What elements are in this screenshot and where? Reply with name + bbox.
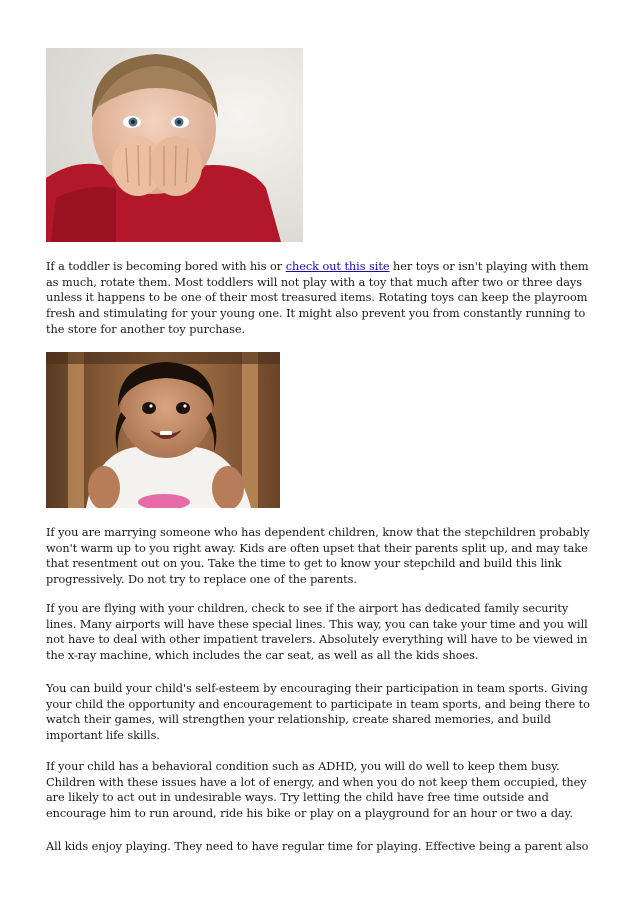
- paragraph-adhd: If your child has a behavioral condition such as ADHD, you will do well to keep them busy. Children with these issues have a lot of energy, and when you do not keep them occupied, they are likely to act out in undesirable ways. Try letting the child have free time outside and encourage him to run around, ride his bike or play on a playground for an hour or two a day.: [46, 760, 587, 821]
- paragraph-playing: All kids enjoy playing. They need to have regular time for playing. Effective being a parent also: [46, 840, 589, 853]
- paragraph-text: If a toddler is becoming bored with his or: [46, 260, 286, 273]
- check-out-this-site-link[interactable]: check out this site: [285, 260, 390, 273]
- smiling-baby-photo: [46, 352, 280, 508]
- paragraph-airport-security: If you are flying with your children, check to see if the airport has dedicated family security lines. Many airports will have these special lines. This way, you can take your time and you will not have to deal with other impatient travelers. Absolutely everything will have to be viewed in the x-ray machine, which includes the car seat, as well as all the kids shoes.: [46, 602, 588, 663]
- paragraph-text: her toys or isn't playing with them as much, rotate them. Most toddlers will not play with a toy that much after two or three days unless it happens to be one of their most treasured items. Rotating toys can keep the playroom fresh and stimulating for your young one. It might also prevent you from constantly running to the store for another toy purchase.: [46, 260, 589, 336]
- toddler-boy-photo: [46, 48, 303, 242]
- paragraph-team-sports: You can build your child's self-esteem by encouraging their participation in team sports. Giving your child the opportunity and encouragement to participate in team sports, and being there to watch their games, will strengthen your relationship, create shared memories, and build important life skills.: [46, 682, 590, 743]
- paragraph-stepchildren: If you are marrying someone who has dependent children, know that the stepchildren probably won't warm up to you right away. Kids are often upset that their parents split up, and may take that resentment out on you. Take the time to get to know your stepchild and build this link progressively. Do not try to replace one of the parents.: [46, 526, 590, 587]
- paragraph-toy-rotation: [46, 259, 598, 338]
